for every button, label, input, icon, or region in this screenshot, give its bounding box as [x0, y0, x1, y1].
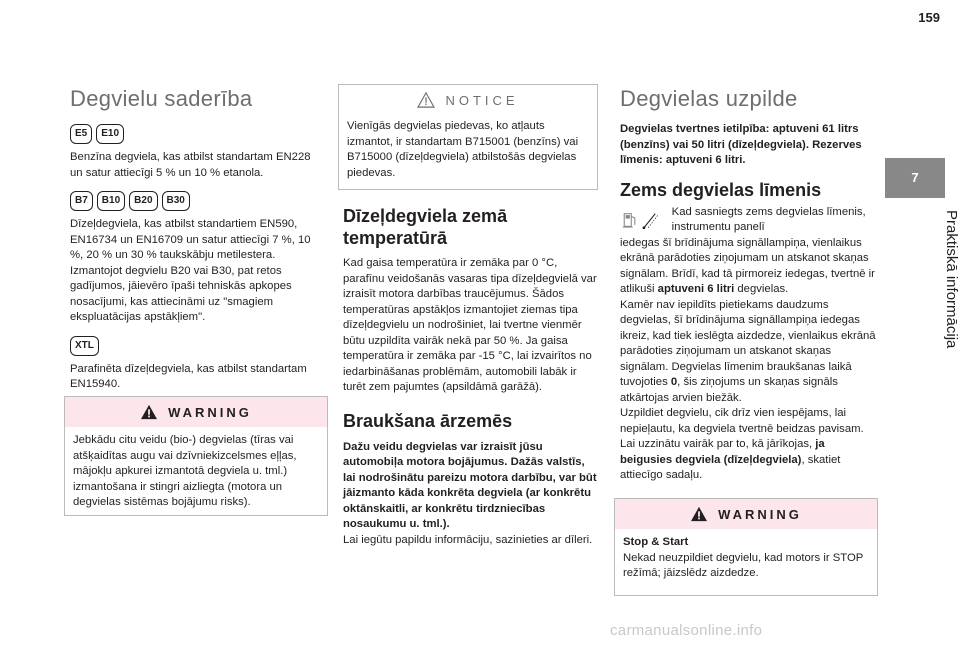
notice-icon [417, 92, 435, 108]
section-title-fuel-compatibility: Degvielu saderība [70, 86, 253, 111]
page-number: 159 [918, 10, 940, 25]
low-fuel-p2 [620, 298, 876, 407]
low-p2a: Kamēr nav iepildīts pietiekams daudzums degvielas, šī brīdinājuma signāllampiņa iedegas ikreiz, kad tiek ieslēgta aizdedze, vienlaikus ekrānā parādoties ziņojumam un atskanot skaņas signālam. Degvielas līmenim braukšanas laikā tuvojoties [620, 298, 876, 388]
warning-label-2: WARNING [718, 506, 802, 522]
warning-title-2: Stop & Start [623, 536, 689, 548]
column-2 [343, 205, 598, 548]
warning-box-1 [64, 396, 328, 516]
low-p3a: Uzpildiet degvielu, cik drīz vien iespējams, lai nepieļautu, ka degviela tvertnē beidzas pavisam. Lai uzzinātu vairāk par to, kā jārīkojas, [620, 407, 864, 450]
low-fuel-intro-row [620, 205, 876, 236]
badges-b [70, 191, 325, 211]
low-p3b: ja beigusies degviela (dīzeļdegviela) [620, 438, 825, 466]
column-3 [620, 86, 876, 484]
warning-label: WARNING [168, 404, 252, 420]
badge-b20: B20 [129, 191, 157, 211]
tank-info: Degvielas tvertnes ietilpība: aptuveni 61 litrs (benzīns) vai 50 litri (dīzeļdegviela). Rezerves līmenis: aptuveni 6 litri. [620, 123, 862, 166]
text-e: Benzīna degviela, kas atbilst standartam EN228 un satur attiecīgi 5 % un 10 % etanola. [70, 151, 311, 179]
notice-body [339, 115, 597, 187]
low-p2c: , šis ziņojums un skaņas signāls atkārtojas arvien biežāk. [620, 376, 838, 404]
low-p1a: iedegas šī brīdinājuma signāllampiņa, vienlaikus ekrānā parādoties ziņojumam un atskanot skaņas signālam. Brīdī, kad tā pirmoreiz iedegas, tvertnē ir atlikuši [620, 236, 875, 295]
text-xtl: Parafinēta dīzeļdegviela, kas atbilst standartam EN15940. [70, 362, 307, 390]
warning-header-2 [615, 499, 877, 529]
notice-header [339, 85, 597, 115]
warning-text-2: Nekad neuzpildiet degvielu, kad motors ir STOP režīmā; jāizslēdz aizdedze. [623, 551, 864, 579]
badge-b30: B30 [162, 191, 190, 211]
text-abroad: Lai iegūtu papildu informāciju, sazinieties ar dīleri. [343, 533, 593, 546]
warning-icon [140, 404, 158, 420]
badges-xtl [70, 336, 325, 356]
low-p2b: 0 [670, 376, 678, 388]
notice-text: Vienīgās degvielas piedevas, ko atļauts izmantot, ir standartam B715001 (benzīns) vai B715000 (dīzeļdegviela) atbilstošās degvielas piedevas. [347, 120, 579, 179]
low-p3c: , skatiet attiecīgo sadaļu. [620, 453, 841, 481]
watermark: carmanualsonline.info [610, 622, 763, 639]
warning-box-2 [614, 498, 878, 596]
warning-icon-2 [690, 506, 708, 522]
heading-diesel-low-temp: Dīzeļdegviela zemā temperatūrā [343, 206, 508, 248]
badge-b10: B10 [97, 191, 125, 211]
heading-driving-abroad: Braukšana ārzemēs [343, 410, 513, 431]
heading-low-fuel: Zems degvielas līmenis [620, 179, 822, 200]
badge-e5: E5 [70, 124, 92, 144]
side-title: Praktiskā informācija [943, 210, 960, 349]
text-b: Dīzeļdegviela, kas atbilst standartiem EN590, EN16734 un EN16709 un satur attiecīgi 7 %, 10 %, 20 % un 30 % taukskābju metilestera. Izmantojot degvielu B20 vai B30, pat retos gadījumos, jāievēro īpaši tehniskās apkopes nosacījumi, kas attiecināmi uz "smagiem ekspluatācijas apstākļiem". [70, 218, 311, 323]
warning-body-2 [615, 529, 877, 588]
text-abroad-bold: Dažu veidu degvielas var izraisīt jūsu automobiļa motora bojājumus. Dažās valstīs, lai nodrošinātu pareizu motora darbību, var būt jāizmanto kāda konkrēta degviela (ar konkrētu oktānskaitli, ar konkrētu tirdzniecības nosaukumu u. tml.). [343, 440, 597, 530]
section-title-refuelling: Degvielas uzpilde [620, 86, 798, 111]
fuel-pump-warning-icon [620, 205, 664, 235]
column-1 [70, 86, 325, 393]
low-p1b: aptuveni 6 litri [657, 283, 735, 295]
low-p1c: degvielas. [734, 283, 789, 295]
notice-box [338, 84, 598, 190]
warning-header [65, 397, 327, 427]
badge-e10: E10 [96, 124, 124, 144]
low-fuel-p3 [620, 406, 876, 484]
notice-label: NOTICE [445, 92, 519, 108]
warning-text: Jebkādu citu veidu (bio-) degvielas (tīras vai atšķaidītas augu vai dzīvniekizcelsmes eļļas, mājokļu apkurei izmantotā degviela u. tml.) izmantošana ir stingri aizliegta (motora un degvielas sistēmas bojājumu risks). [73, 434, 297, 508]
chapter-tab[interactable]: 7 [885, 158, 945, 198]
warning-body [65, 427, 327, 517]
text-diesel: Kad gaisa temperatūra ir zemāka par 0 °C, parafīnu veidošanās vasaras tipa dīzeļdegvielā var izraisīt motora darbības traucējumus. Šādos temperatūras apstākļos izmantojiet ziemas tipa dīzeļdegvielu un nodrošiniet, lai tvertne vienmēr būtu uzpildīta vairāk nekā par 50 %. Ja gaisa temperatūra ir zemāka par -15 °C, lai izvairītos no iedarbināšanas problēmām, automobili labāk ir turēt zem pajumtes (apsildāmā garāžā). [343, 257, 597, 393]
badges-e [70, 124, 325, 144]
low-fuel-p1 [620, 236, 876, 298]
badge-b7: B7 [70, 191, 93, 211]
badge-xtl: XTL [70, 336, 99, 356]
low-fuel-intro: Kad sasniegts zems degvielas līmenis, instrumentu panelī [671, 205, 866, 233]
